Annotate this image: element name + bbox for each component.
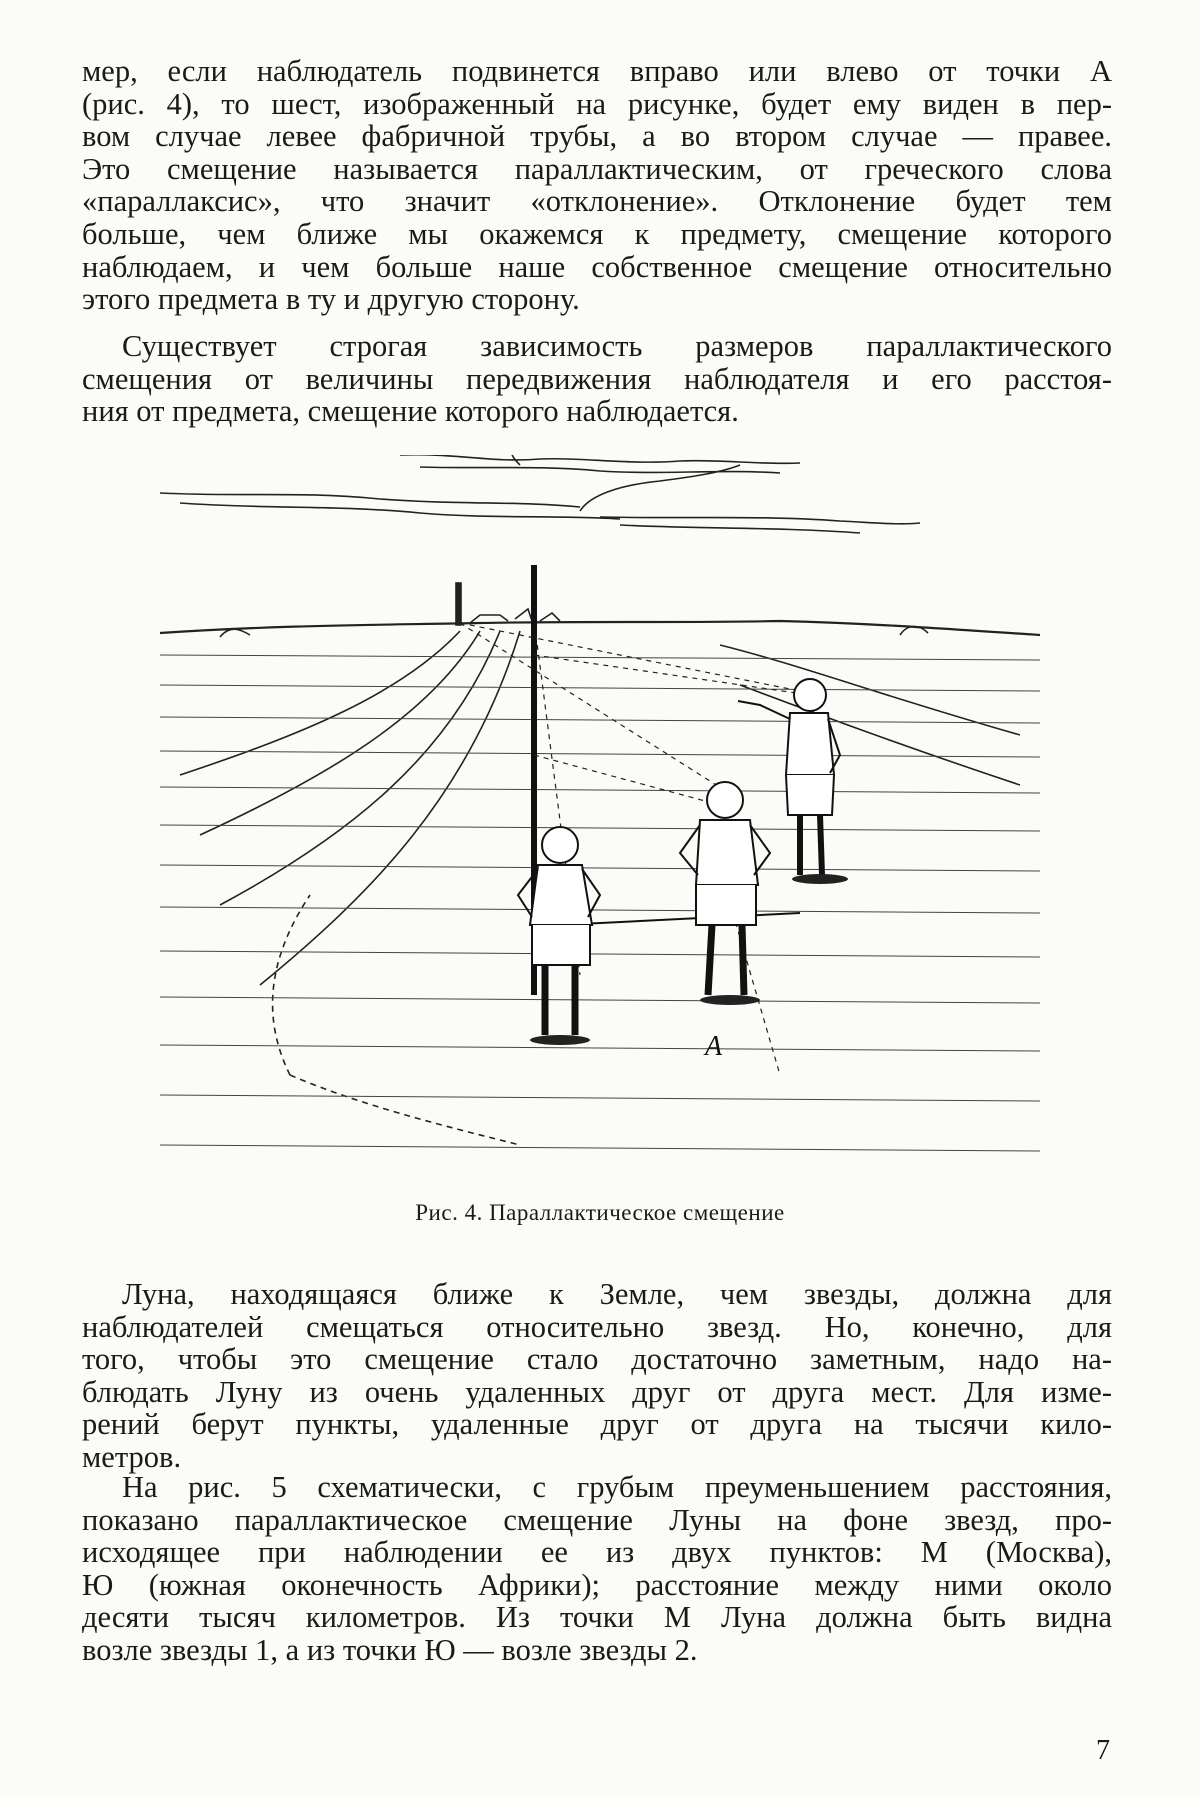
text-line: На рис. 5 схематически, с грубым преуменьшением расстояния, — [122, 1470, 1112, 1504]
distant-trees — [220, 627, 928, 638]
text-line: этого предмета в ту и другую сторону. — [82, 282, 580, 317]
page-number: 7 — [1096, 1735, 1110, 1766]
text-line: Луна, находящаяся ближе к Земле, чем звезды, должна для — [122, 1277, 1112, 1311]
figure-caption: Рис. 4. Параллактическое смещение — [415, 1200, 785, 1225]
boy-left — [518, 827, 600, 1035]
text-line: больше, чем ближе мы окажемся к предмету, смещение которого — [82, 216, 1112, 251]
text-line: Это смещение называется параллактическим, от греческого слова — [82, 151, 1112, 186]
field-illustration — [160, 455, 1040, 1175]
field-furrow — [740, 685, 1020, 785]
field-furrow — [220, 631, 500, 905]
text-line: показано параллактическое смещение Луны на фоне звезд, про- — [82, 1502, 1112, 1537]
field-furrow — [200, 631, 480, 835]
text-line: ния от предмета, смещение которого наблюдается. — [82, 394, 739, 429]
text-line: рений берут пункты, удаленные друг от друга на тысячи кило- — [82, 1407, 1112, 1442]
field-path — [290, 1075, 520, 1145]
cloud-line — [600, 517, 920, 524]
text-line: исходящее при наблюдении ее из двух пунктов: M (Москва), — [82, 1535, 1112, 1570]
text-line: вом случае левее фабричной трубы, а во втором случае — правее. — [82, 119, 1112, 154]
text-line: наблюдаем, и чем больше наше собственное смещение относительно — [82, 249, 1112, 284]
ground-line — [560, 913, 800, 925]
figure-illustration — [160, 455, 1040, 1175]
text-line: «параллаксис», что значит «отклонение». Отклонение будет тем — [82, 184, 1112, 219]
paragraph-3 — [82, 1278, 1112, 1474]
factory-chimney — [456, 583, 461, 625]
point-a-label: A — [705, 1031, 723, 1062]
text-line: наблюдателей смещаться относительно звезд. Но, конечно, для — [82, 1309, 1112, 1344]
text-line: Ю (южная оконечность Африки); расстояние между ними около — [82, 1567, 1112, 1602]
cloud-line — [400, 455, 800, 463]
text-line: блюдать Луну из очень удаленных друг от друга мест. Для изме- — [82, 1374, 1112, 1409]
field-furrow — [260, 631, 520, 985]
text-line: смещения от величины передвижения наблюдателя и его расстоя- — [82, 361, 1112, 396]
cloud-line — [620, 525, 860, 533]
field-path — [273, 895, 310, 1075]
field-furrow — [180, 631, 460, 775]
boy-middle — [680, 782, 770, 995]
text-line: (рис. 4), то шест, изображенный на рисунке, будет ему виден в пер- — [82, 86, 1112, 121]
paragraph-1 — [82, 55, 1112, 316]
text-line: метров. — [82, 1439, 182, 1474]
text-line: десяти тысяч километров. Из точки M Луна должна быть видна — [82, 1600, 1112, 1635]
text-line: Существует строгая зависимость размеров параллактического — [122, 329, 1112, 363]
paragraph-4 — [82, 1471, 1112, 1667]
town-silhouette — [470, 609, 560, 623]
paragraph-2 — [82, 330, 1112, 428]
text-line: возле звезды 1, а из точки Ю — возле звезды 2. — [82, 1632, 698, 1667]
text-line: мер, если наблюдатель подвинется вправо или влево от точки A — [82, 54, 1112, 88]
text-line: того, чтобы это смещение стало достаточно заметным, надо на- — [82, 1342, 1112, 1377]
